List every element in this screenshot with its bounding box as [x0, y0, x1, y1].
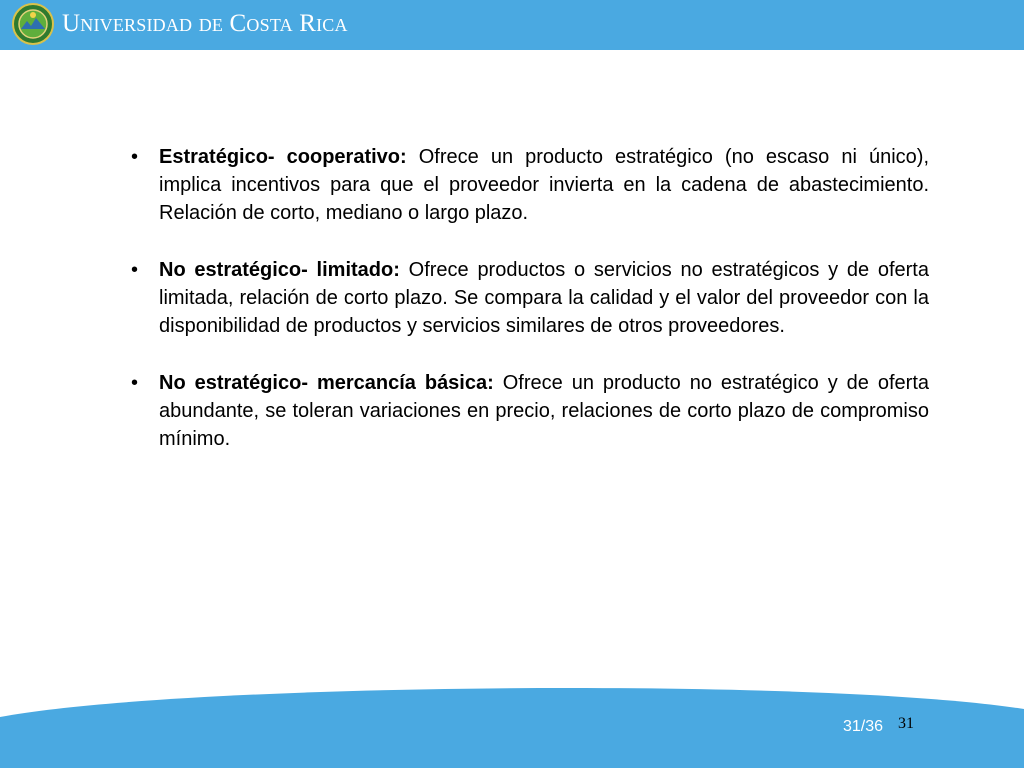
slide-counter: 31/36 — [843, 718, 884, 735]
bullet-term: No estratégico- limitado: — [159, 259, 400, 281]
university-seal-icon — [12, 3, 54, 45]
bullet-term: Estratégico- cooperativo: — [159, 146, 407, 168]
bullet-list — [128, 143, 929, 482]
header-bar — [0, 0, 1024, 50]
bullet-text: Ofrece un producto no estratégico y de oferta abundante, se toleran variaciones en precio, relaciones de corto plazo de compromiso mínimo. — [159, 372, 929, 450]
page-number: 31 — [898, 715, 914, 732]
bullet-icon: • — [131, 259, 139, 281]
list-item — [128, 143, 929, 227]
bullet-text: Ofrece productos o servicios no estratégicos y de oferta limitada, relación de corto plazo. Se compara la calidad y el valor del proveedor con la disponibilidad de productos y servicios similares de otros proveedores. — [159, 259, 929, 337]
list-item — [128, 369, 929, 453]
bullet-icon: • — [131, 146, 139, 168]
list-item — [128, 256, 929, 340]
bullet-term: No estratégico- mercancía básica: — [159, 372, 494, 394]
bullet-icon: • — [131, 372, 139, 394]
bullet-text: Ofrece un producto estratégico (no escaso ni único), implica incentivos para que el proveedor invierta en la cadena de abastecimiento. Relación de corto, mediano o largo plazo. — [159, 146, 929, 224]
university-name: Universidad de Costa Rica — [62, 10, 348, 37]
